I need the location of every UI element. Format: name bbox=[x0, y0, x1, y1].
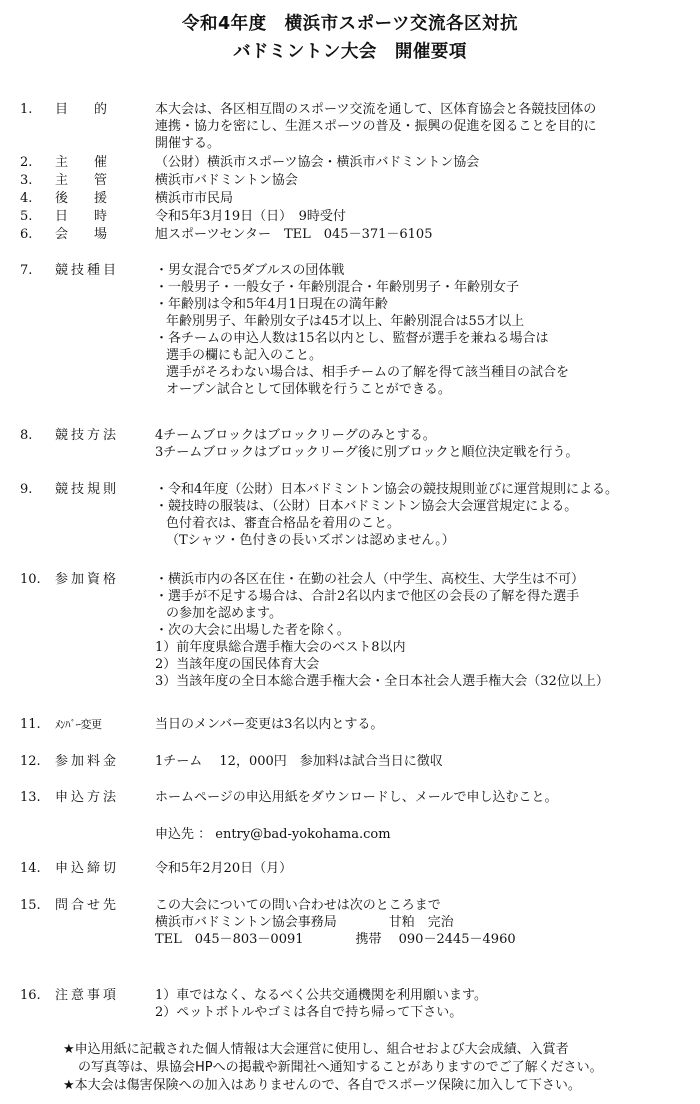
section-body bbox=[155, 154, 685, 171]
body-line: の参加を認めます。 bbox=[166, 606, 282, 621]
body-line: 旭スポーツセンター TEL 045－371－6105 bbox=[155, 227, 433, 242]
section-number: 4. bbox=[20, 191, 33, 206]
body-line: 2）ペットボトルやゴミは各自で持ち帰って下さい。 bbox=[155, 1005, 463, 1020]
section-label: 競技方法 bbox=[55, 428, 120, 443]
section-body bbox=[155, 571, 685, 690]
section-label: 日 時 bbox=[55, 209, 108, 224]
body-line: ・選手が不足する場合は、合計2名以内まで他区の会長の了解を得た選手 bbox=[155, 589, 580, 604]
body-line: 選手がそろわない場合は、相手チームの了解を得て該当種目の試合を bbox=[166, 365, 570, 380]
section-body bbox=[155, 860, 685, 877]
body-line: この大会についての問い合わせは次のところまで bbox=[155, 898, 441, 913]
body-line: 令和5年2月20日（月） bbox=[155, 861, 293, 876]
body-line: 2）当該年度の国民体育大会 bbox=[155, 657, 320, 672]
body-line: 3チームブロックはブロックリーグ後に別ブロックと順位決定戦を行う。 bbox=[155, 445, 579, 460]
body-line bbox=[155, 806, 685, 823]
body-line: ・一般男子・一般女子・年齢別混合・年齢別男子・年齢別女子 bbox=[155, 280, 520, 295]
section-body bbox=[155, 208, 685, 225]
section-number: 13. bbox=[20, 790, 41, 805]
body-line: 横浜市バドミントン協会 bbox=[155, 173, 298, 188]
section-number: 15. bbox=[20, 898, 41, 913]
privacy-note-continued: の写真等は、県協会HPへの掲載や新聞社へ通知することがありますのでご了解ください。 bbox=[78, 1060, 603, 1075]
section-label: 主 管 bbox=[55, 173, 108, 188]
section-body bbox=[155, 481, 685, 549]
body-line: TEL 045－803－0091 携帯 090－2445－4960 bbox=[155, 932, 516, 947]
section-body bbox=[155, 753, 685, 770]
section-number: 9. bbox=[20, 482, 33, 497]
privacy-note: ★申込用紙に記載された個人情報は大会運営に使用し、組合せおよび大会成績、入賞者 bbox=[63, 1042, 569, 1057]
section-number: 1. bbox=[20, 102, 33, 117]
body-line: ・令和4年度（公財）日本バドミントン協会の競技規則並びに運営規則による。 bbox=[155, 482, 619, 497]
body-line: 開催する。 bbox=[155, 136, 221, 151]
section-label: 注意事項 bbox=[55, 988, 120, 1003]
section-label: 問合せ先 bbox=[55, 898, 120, 913]
section-body bbox=[155, 101, 685, 152]
body-line: 当日のメンバー変更は3名以内とする。 bbox=[155, 717, 384, 732]
section-body bbox=[155, 987, 685, 1021]
section-number: 16. bbox=[20, 988, 41, 1003]
body-line: 3）当該年度の全日本総合選手権大会・全日本社会人選手権大会（32位以上） bbox=[155, 674, 609, 689]
section-number: 7. bbox=[20, 263, 33, 278]
body-line: （Tシャツ・色付きの長いズボンは認めません。） bbox=[166, 533, 455, 548]
body-line: オープン試合として団体戦を行うことができる。 bbox=[166, 382, 451, 397]
section-number: 12. bbox=[20, 754, 41, 769]
body-line: 選手の欄にも記入のこと。 bbox=[166, 348, 323, 363]
section-body bbox=[155, 172, 685, 189]
section-body bbox=[155, 716, 685, 733]
section-label: 参加資格 bbox=[55, 572, 120, 587]
body-line: ホームページの申込用紙をダウンロードし、メールで申し込むこと。 bbox=[155, 790, 558, 805]
body-line: ・各チームの申込人数は15名以内とし、監督が選手を兼ねる場合は bbox=[155, 331, 549, 346]
section-number: 5. bbox=[20, 209, 33, 224]
section-body bbox=[155, 226, 685, 243]
section-label: ﾒﾝﾊﾞｰ変更 bbox=[55, 718, 102, 731]
body-line: 横浜市バドミントン協会事務局 甘粕 完治 bbox=[155, 915, 454, 930]
section-number: 8. bbox=[20, 428, 33, 443]
body-line: ・男女混合で5ダブルスの団体戦 bbox=[155, 263, 345, 278]
section-body bbox=[155, 897, 685, 948]
body-line: 1）前年度県総合選手権大会のベスト8以内 bbox=[155, 640, 406, 655]
section-label: 参加料金 bbox=[55, 754, 120, 769]
body-line: ・年齢別は令和5年4月1日現在の満年齢 bbox=[155, 297, 388, 312]
section-label: 競技種目 bbox=[55, 263, 120, 278]
body-line: 1チーム 12，000円 参加料は試合当日に徴収 bbox=[155, 754, 443, 769]
section-label: 申込方法 bbox=[55, 790, 120, 805]
body-line: 連携・協力を密にし、生涯スポーツの普及・振興の促進を図ることを目的に bbox=[155, 119, 597, 134]
insurance-note: ★本大会は傷害保険への加入はありませんので、各自でスポーツ保険に加入して下さい。 bbox=[63, 1078, 581, 1093]
body-line: ・横浜市内の各区在住・在勤の社会人（中学生、高校生、大学生は不可） bbox=[155, 572, 585, 587]
section-label: 競技規則 bbox=[55, 482, 120, 497]
section-body bbox=[155, 789, 685, 843]
section-number: 11. bbox=[20, 717, 41, 732]
body-line: 4チームブロックはブロックリーグのみとする。 bbox=[155, 428, 436, 443]
page-subtitle: バドミントン大会 開催要項 bbox=[233, 42, 467, 62]
body-line: （公財）横浜市スポーツ協会・横浜市バドミントン協会 bbox=[155, 155, 480, 170]
application-email: 申込先 ： entry@bad-yokohama.com bbox=[155, 827, 391, 842]
body-line: 横浜市市民局 bbox=[155, 191, 234, 206]
body-line: 本大会は、各区相互間のスポーツ交流を通して、区体育協会と各競技団体の bbox=[155, 102, 597, 117]
footer-notes bbox=[0, 1041, 700, 1095]
section-body bbox=[155, 262, 685, 398]
section-body bbox=[155, 427, 685, 461]
section-number: 3. bbox=[20, 173, 33, 188]
section-label: 申込締切 bbox=[55, 861, 120, 876]
body-line: 1）車ではなく、なるべく公共交通機関を利用願います。 bbox=[155, 988, 487, 1003]
section-label: 後 援 bbox=[55, 191, 108, 206]
section-label: 目 的 bbox=[55, 102, 108, 117]
section-number: 2. bbox=[20, 155, 33, 170]
page-title: 令和4年度 横浜市スポーツ交流各区対抗 bbox=[182, 14, 518, 34]
section-label: 主 催 bbox=[55, 155, 108, 170]
section-number: 10. bbox=[20, 572, 41, 587]
body-line: 年齢別男子、年齢別女子は45才以上、年齢別混合は55才以上 bbox=[166, 314, 525, 329]
section-body bbox=[155, 190, 685, 207]
section-number: 6. bbox=[20, 227, 33, 242]
body-line: 令和5年3月19日（日） 9時受付 bbox=[155, 209, 346, 224]
section-label: 会 場 bbox=[55, 227, 108, 242]
body-line: ・競技時の服装は、（公財）日本バドミントン協会大会運営規定による。 bbox=[155, 499, 578, 514]
body-line: 色付着衣は、審査合格品を着用のこと。 bbox=[166, 516, 401, 531]
section-number: 14. bbox=[20, 861, 41, 876]
body-line: ・次の大会に出場した者を除く。 bbox=[155, 623, 350, 638]
